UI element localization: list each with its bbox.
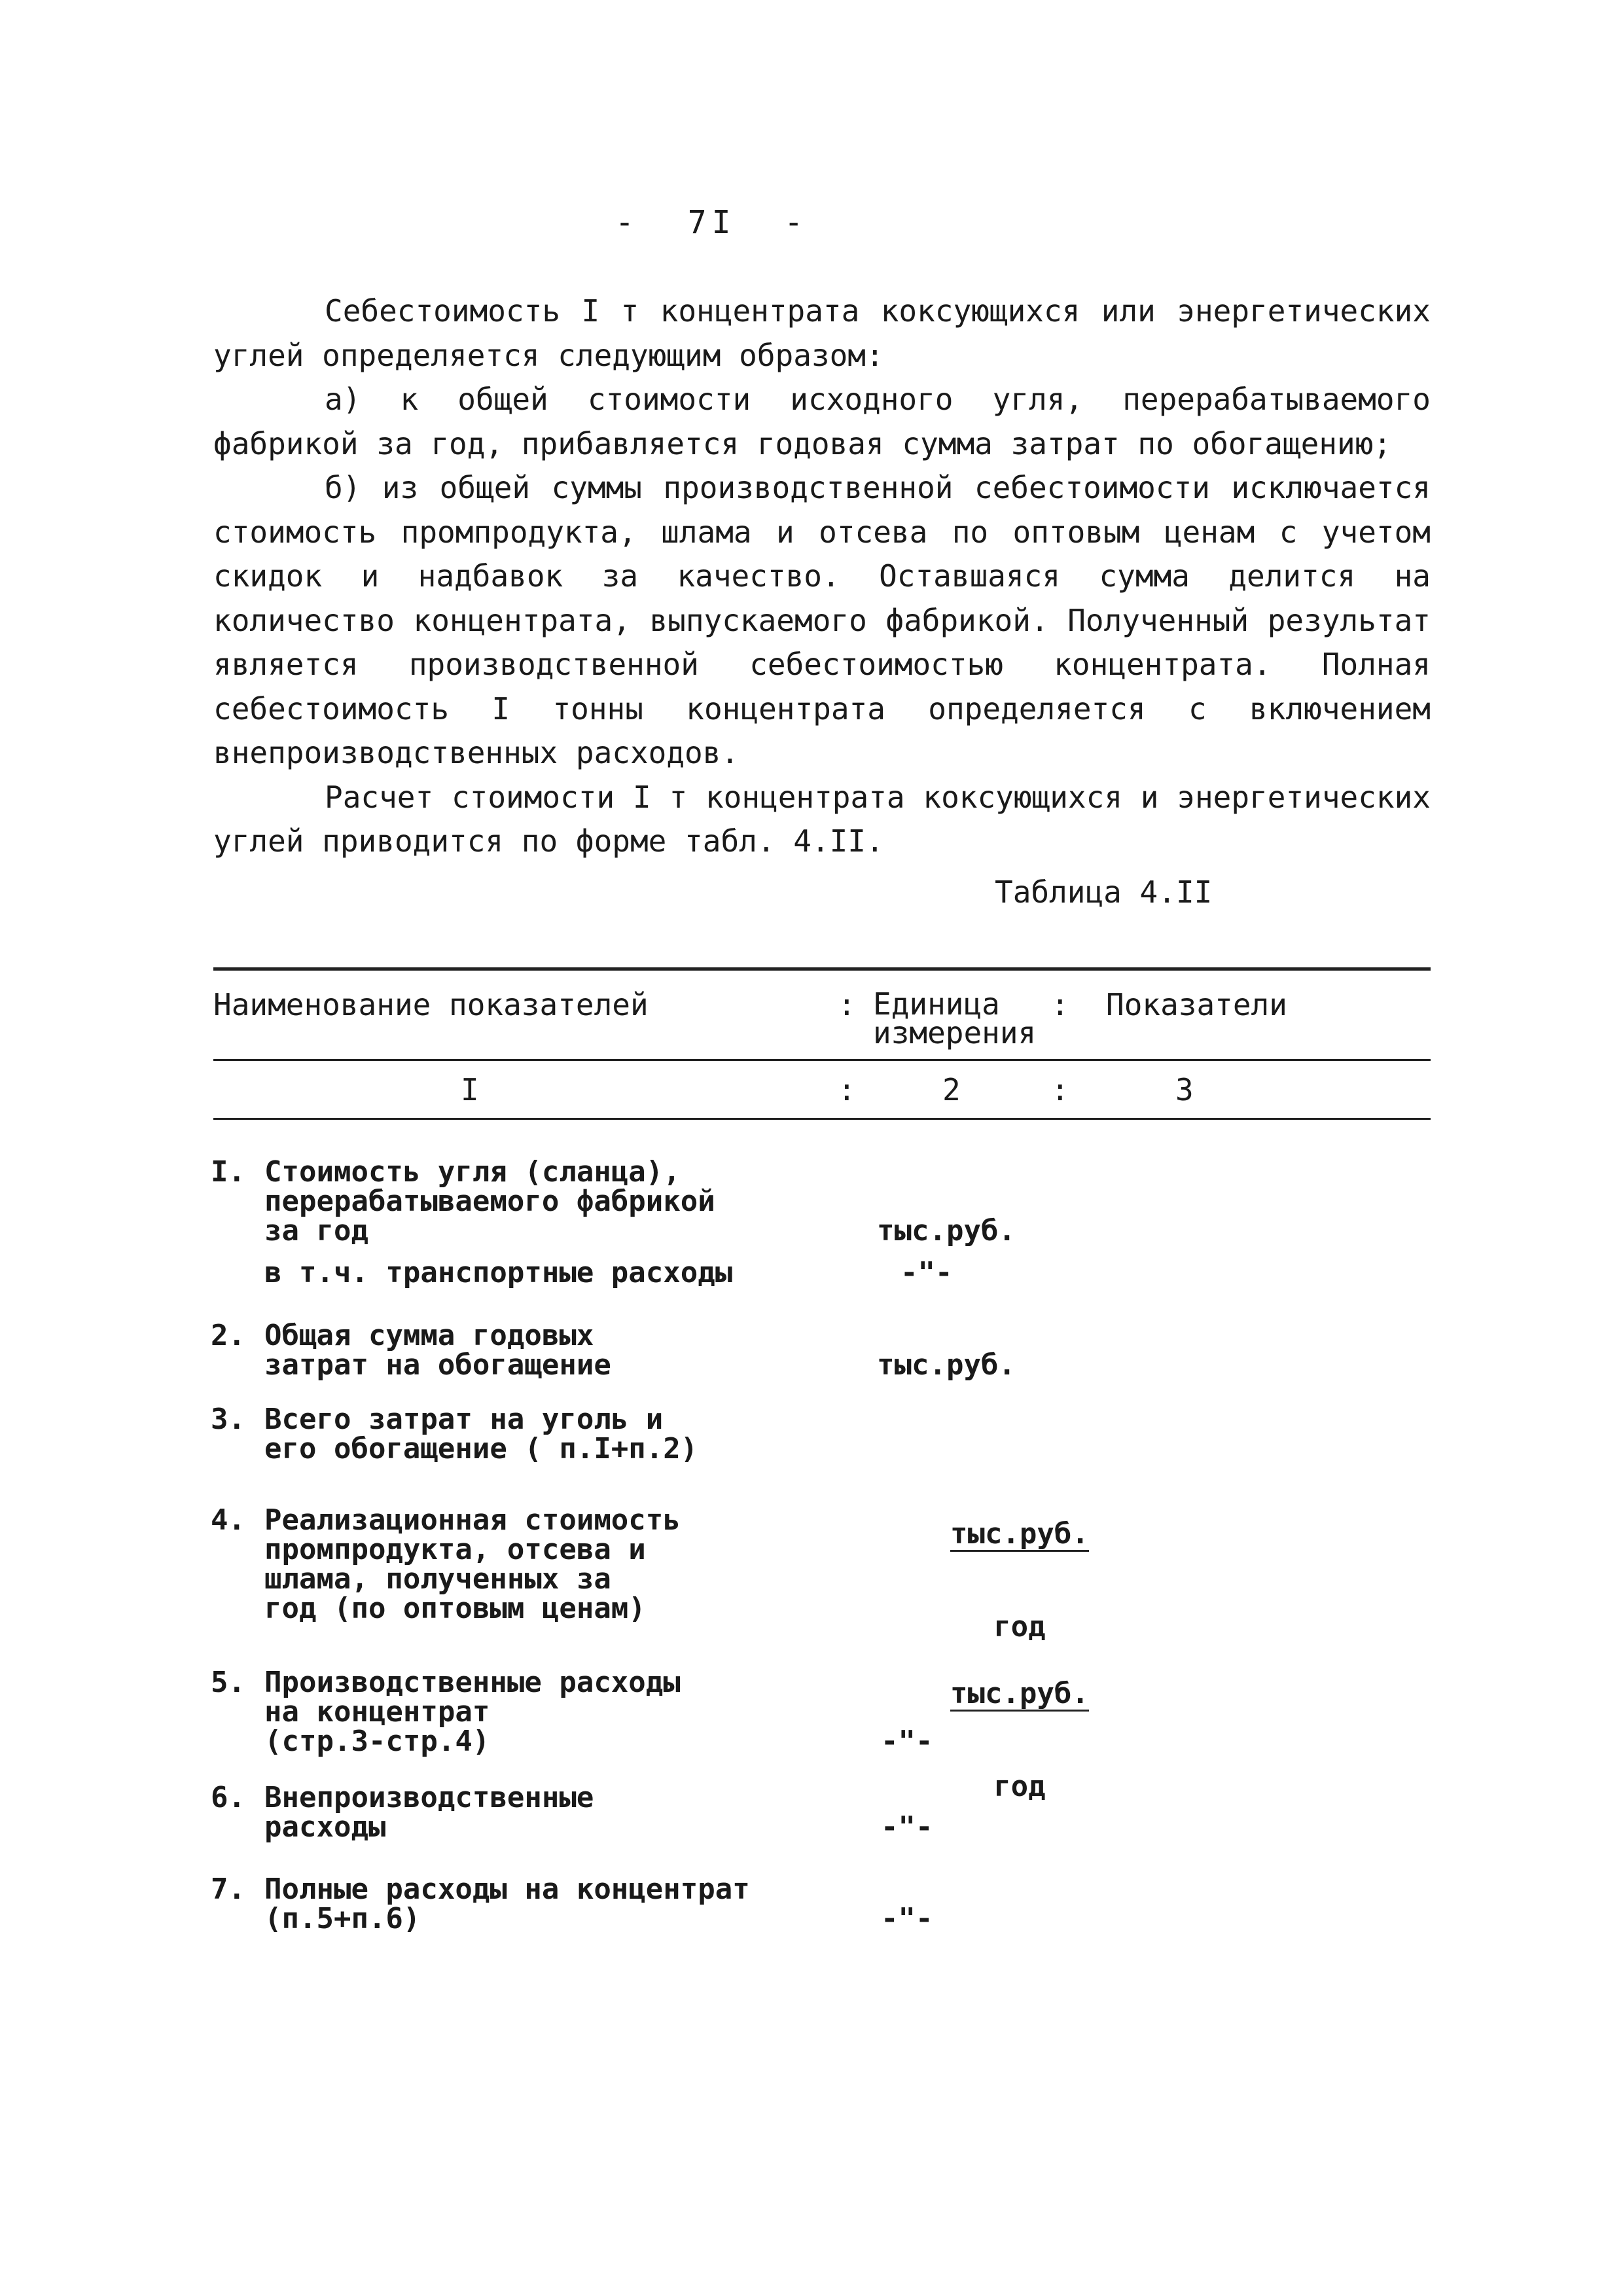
paragraph-intro: Себестоимость I т концентрата коксующихся или энергетических углей определяется следующим образом: (213, 293, 1431, 373)
row-unit: -"- (881, 1725, 933, 1758)
row-number: 7. (211, 1873, 245, 1906)
unit-fraction (950, 1620, 1089, 1860)
header-indicator-name: Наименование показателей (213, 987, 649, 1022)
row-unit: -"- (881, 1810, 933, 1844)
page-number: - 7I - (615, 204, 809, 241)
row-label: Полные расходы на концентрат (п.5+п.6) (264, 1873, 750, 1935)
unit-denominator: год (993, 1610, 1046, 1643)
row-label: Реализационная стоимость промпродукта, отсева и шлама, полученных за год (по оптовым ценам) (264, 1503, 681, 1625)
header-unit: Единица измерения (873, 986, 1037, 1050)
row-label: Общая сумма годовых затрат на обогащение (264, 1319, 611, 1382)
header-values: Показатели (1106, 987, 1287, 1022)
header-separator-1: : (838, 987, 856, 1022)
body-text (213, 289, 1431, 864)
column-number-separator-1: : (838, 1072, 856, 1107)
unit-numerator: тыс.руб. (950, 1677, 1089, 1710)
paragraph-item-b: б) из общей суммы производственной себестоимости исключается стоимость промпродукта, шлама и отсева по оптовым ценам с учетом скидок и надбавок за качество. Оставшаяся сумма делится на количество концентрата, выпускаемого фабрикой. Полученный результат является производственной себестоимостью концентрата. Полная себестоимость I тонны концентрата определяется с включением внепроизводственных расходов. (213, 470, 1431, 770)
row-number: 6. (211, 1781, 245, 1814)
column-number-separator-2: : (1051, 1072, 1069, 1107)
table-caption: Таблица 4.II (995, 874, 1213, 910)
row-unit: -"- (881, 1902, 933, 1935)
header-bottom-rule (213, 1059, 1431, 1061)
row-label: Производственные расходы на концентрат (стр.3-стр.4) (264, 1666, 681, 1758)
row-number: I. (211, 1155, 245, 1189)
paragraph-table-reference: Расчет стоимости I т концентрата коксующихся и энергетических углей приводится по форме табл. 4.II. (213, 779, 1431, 859)
row-unit: тыс.руб. (877, 1214, 1016, 1247)
row-label: Внепроизводственные расходы (264, 1781, 594, 1844)
column-number-2: 2 (942, 1072, 961, 1107)
row-number: 5. (211, 1666, 245, 1699)
paragraph-item-a: а) к общей стоимости исходного угля, перерабатываемого фабрикой за год, прибавляется годовая сумма затрат по обогащению; (213, 382, 1431, 461)
column-number-1: I (461, 1072, 479, 1107)
row-label: в т.ч. транспортные расходы (264, 1256, 733, 1289)
column-number-3: 3 (1175, 1072, 1194, 1107)
row-number: 2. (211, 1319, 245, 1352)
row-number: 4. (211, 1503, 245, 1537)
unit-numerator: тыс.руб. (950, 1517, 1089, 1551)
unit-denominator: год (993, 1770, 1046, 1803)
row-number: 3. (211, 1403, 245, 1436)
table-top-rule (213, 967, 1431, 971)
row-unit: -"- (901, 1256, 953, 1289)
row-label: Стоимость угля (сланца), перерабатываемого фабрикой за год (264, 1155, 715, 1247)
column-numbers-bottom-rule (213, 1118, 1431, 1120)
row-unit: тыс.руб. (877, 1348, 1016, 1382)
row-label: Всего затрат на уголь и его обогащение ( п.I+п.2) (264, 1403, 698, 1465)
header-separator-2: : (1051, 987, 1069, 1022)
